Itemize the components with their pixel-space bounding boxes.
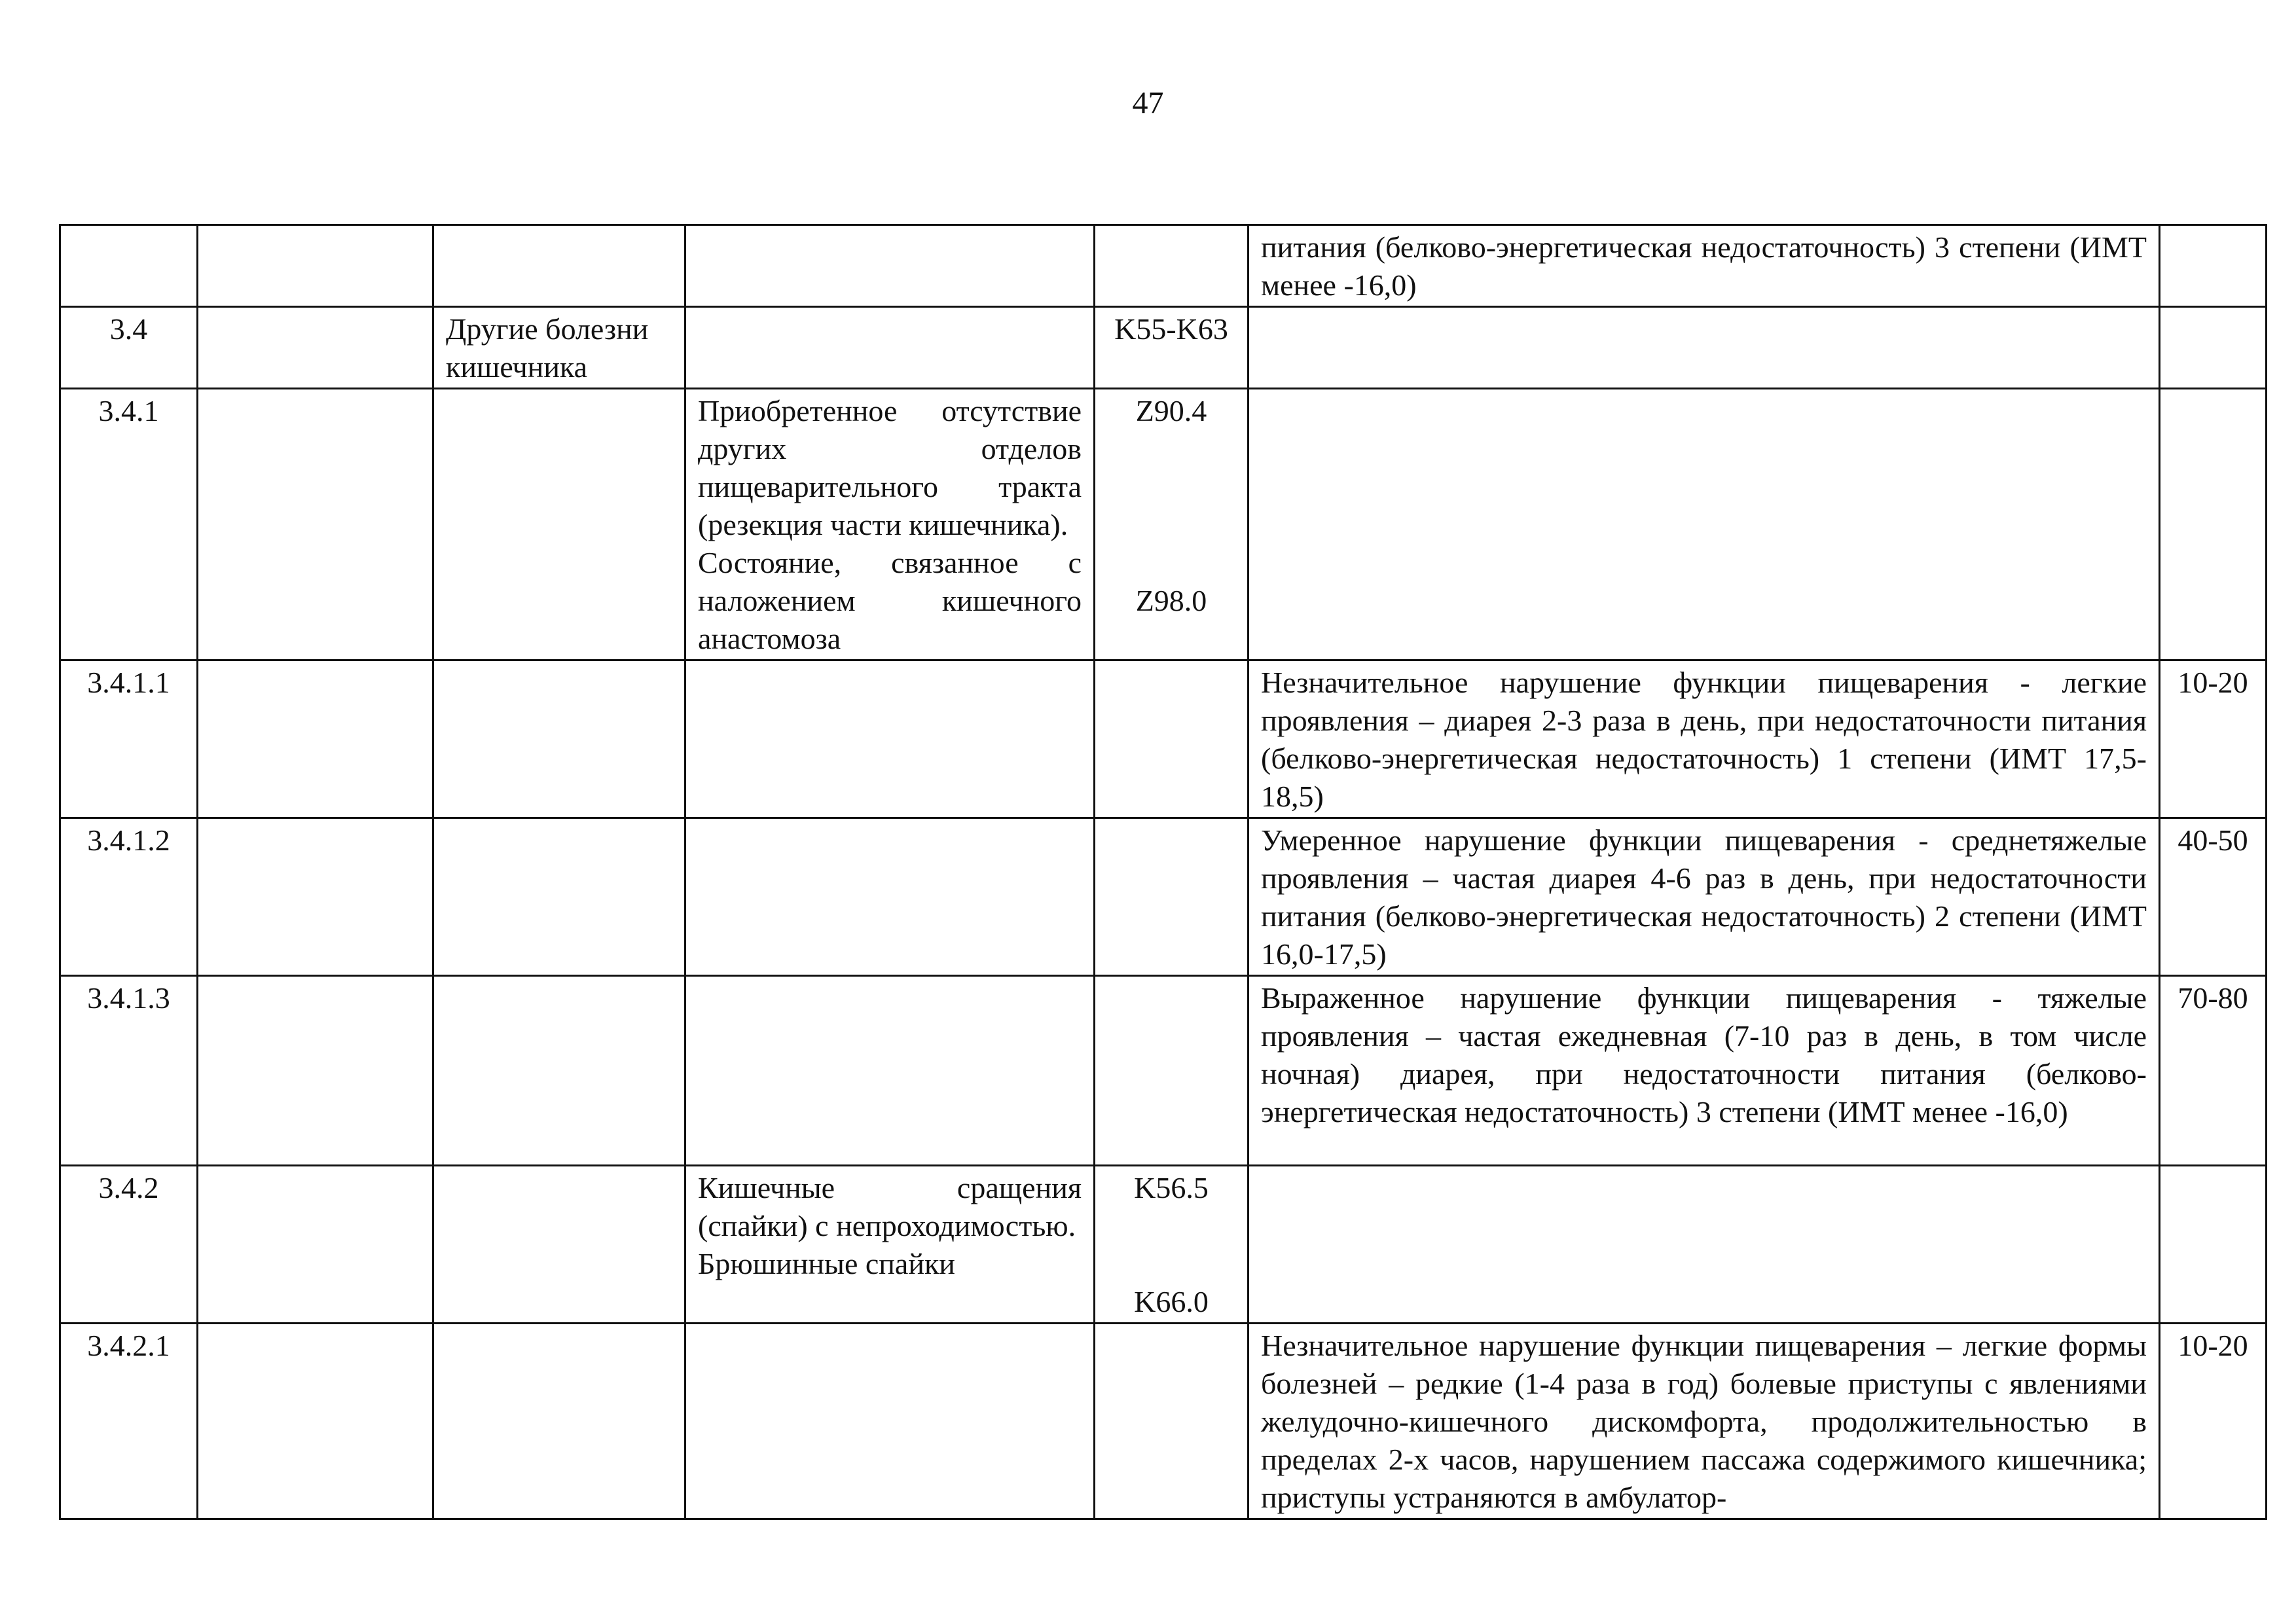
row-number: 3.4.1.2 [60, 818, 198, 976]
page-number: 47 [1132, 86, 1164, 120]
table-row [60, 225, 2267, 307]
icd-code-cell [1095, 307, 1248, 389]
row-number: 3.4.2 [60, 1166, 198, 1324]
criteria-cell: Умеренное нарушение функции пищеварения - среднетяжелые проявления – частая диарея 4-6 раз в день, при недостаточности питания (белково-энергетическая недостаточность) 2 степени (ИМТ 16,0-17,5) [1248, 818, 2160, 976]
diagnosis-text: Кишечные сращения (спайки) с непроходимостью. [698, 1171, 1082, 1242]
table-row [60, 1166, 2267, 1324]
icd-code: K56.5 [1134, 1171, 1209, 1204]
percent-cell [2160, 389, 2267, 660]
group-cell: Другие болезни кишечника [433, 307, 685, 389]
criteria-cell: питания (белково-энергетическая недостаточность) 3 степени (ИМТ менее -16,0) [1248, 225, 2160, 307]
row-number: 3.4.2.1 [60, 1324, 198, 1519]
percent-cell [2160, 225, 2267, 307]
description-cell [685, 1166, 1095, 1324]
icd-code-cell [1095, 660, 1248, 818]
group-cell [433, 976, 685, 1166]
criteria-cell [1248, 1166, 2160, 1324]
table-row [60, 1324, 2267, 1519]
empty-cell [198, 225, 433, 307]
description-cell [685, 389, 1095, 660]
criteria-cell: Незначительное нарушение функции пищеварения - легкие проявления – диарея 2-3 раза в день, при недостаточности питания (белково-энергетическая недостаточность) 1 степени (ИМТ 17,5-18,5) [1248, 660, 2160, 818]
table-row [60, 976, 2267, 1166]
percent-cell [2160, 307, 2267, 389]
group-cell [433, 1166, 685, 1324]
row-number: 3.4.1.1 [60, 660, 198, 818]
description-cell [685, 660, 1095, 818]
empty-cell [198, 1324, 433, 1519]
group-cell [433, 1324, 685, 1519]
criteria-cell [1248, 307, 2160, 389]
icd-code-cell [1095, 1166, 1248, 1324]
row-number: 3.4.1 [60, 389, 198, 660]
group-cell [433, 818, 685, 976]
group-cell [433, 660, 685, 818]
row-number: 3.4.1.3 [60, 976, 198, 1166]
description-cell [685, 225, 1095, 307]
diagnosis-text: Брюшинные спайки [698, 1247, 955, 1280]
criteria-cell: Незначительное нарушение функции пищеварения – легкие формы болезней – редкие (1-4 раза в год) болевые приступы с явлениями желудочно-кишечного дискомфорта, продолжительностью в пределах 2-х часов, нарушением пассажа содержимого кишечника; приступы устраняются в амбулатор- [1248, 1324, 2160, 1519]
row-number: 3.4 [60, 307, 198, 389]
description-cell [685, 818, 1095, 976]
criteria-cell: Выраженное нарушение функции пищеварения - тяжелые проявления – частая ежедневная (7-10 раз в день, в том числе ночная) диарея, при недостаточности питания (белково-энергетическая недостаточность) 3 степени (ИМТ менее -16,0) [1248, 976, 2160, 1166]
table-row [60, 389, 2267, 660]
percent-cell: 70-80 [2160, 976, 2267, 1166]
table-row [60, 307, 2267, 389]
diagnosis-text: Состояние, связанное с наложением кишечного анастомоза [698, 546, 1082, 655]
icd-code: K66.0 [1134, 1285, 1209, 1318]
icd-code-cell [1095, 976, 1248, 1166]
empty-cell [198, 660, 433, 818]
empty-cell [198, 307, 433, 389]
table-row [60, 660, 2267, 818]
icd-code-cell [1095, 225, 1248, 307]
group-cell [433, 225, 685, 307]
percent-cell: 10-20 [2160, 1324, 2267, 1519]
percent-cell: 10-20 [2160, 660, 2267, 818]
description-cell [685, 1324, 1095, 1519]
criteria-cell [1248, 389, 2160, 660]
diagnosis-text: Приобретенное отсутствие других отделов пищеварительного тракта (резекция части кишечника). [698, 394, 1082, 541]
description-cell [685, 976, 1095, 1166]
empty-cell [198, 818, 433, 976]
empty-cell [198, 1166, 433, 1324]
percent-cell: 40-50 [2160, 818, 2267, 976]
icd-code-cell [1095, 1324, 1248, 1519]
icd-code-cell [1095, 389, 1248, 660]
icd-code: K55-K63 [1114, 312, 1228, 346]
icd-code: Z98.0 [1135, 584, 1207, 617]
empty-cell [198, 976, 433, 1166]
description-cell [685, 307, 1095, 389]
icd-code: Z90.4 [1135, 394, 1207, 427]
empty-cell [198, 389, 433, 660]
percent-cell [2160, 1166, 2267, 1324]
group-cell [433, 389, 685, 660]
table-row [60, 818, 2267, 976]
row-number [60, 225, 198, 307]
disability-criteria-table [59, 224, 2267, 1520]
icd-code-cell [1095, 818, 1248, 976]
